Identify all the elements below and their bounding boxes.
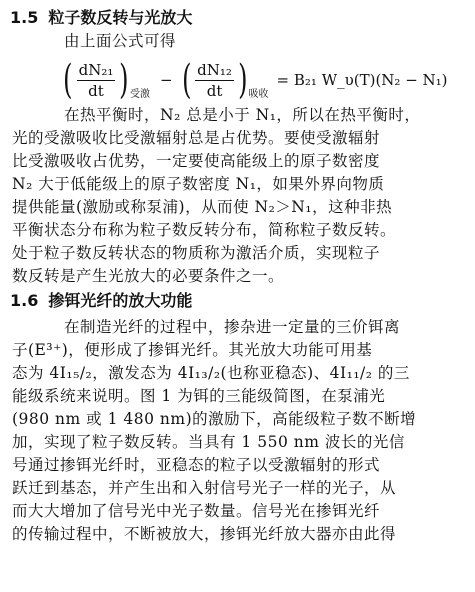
paragraph-line: 数反转是产生光放大的必要条件之一。 — [12, 267, 285, 285]
minus-sign: − — [159, 71, 173, 89]
paragraph-line: 加，实现了粒子数反转。当具有 1 550 nm 波长的光信 — [12, 433, 405, 451]
paragraph-line: 比受激吸收占优势，一定要使高能级上的原子数密度 — [12, 152, 381, 170]
right-paren: ) — [238, 57, 248, 103]
paragraph-line: 平衡状态分布称为粒子数反转分布，简称粒子数反转。 — [12, 221, 397, 239]
section-title: 粒子数反转与光放大 — [48, 8, 193, 27]
paragraph-line: (980 nm 或 1 480 nm)的激励下，高能级粒子数不断增 — [12, 410, 417, 428]
fraction-absorption — [195, 61, 234, 100]
paragraph-line: 能级系统来说明。图 1 为铒的三能级简图，在泵浦光 — [12, 387, 386, 405]
paragraph-line: 号通过掺铒光纤时，亚稳态的粒子以受激辐射的形式 — [12, 456, 381, 474]
fraction-numerator: dN₂₁ — [78, 60, 114, 79]
paragraph-line: 提供能量(激励或称泵浦)，从而使 N₂＞N₁，这种非热 — [12, 198, 393, 216]
fraction-numerator: dN₁₂ — [197, 60, 232, 79]
subscript-stimulated: 受激 — [129, 89, 150, 100]
paragraph-line: 在热平衡时，N₂ 总是小于 N₁，所以在热平衡时， — [64, 106, 421, 124]
paragraph-line: 跃迁到基态，并产生出和入射信号光子一样的光子，从 — [12, 479, 397, 497]
paragraph-line: 的传输过程中，不断被放大，掺铒光纤放大器亦由此得 — [12, 525, 397, 543]
paragraph-line: N₂ 大于低能级上的原子数密度 N₁，如果外界向物质 — [12, 175, 385, 193]
fraction-denominator: dt — [206, 81, 223, 100]
subscript-absorption: 吸收 — [248, 89, 269, 100]
paragraph-line: 子(E³⁺)，便形成了掺铒光纤。其光放大功能可用基 — [12, 341, 373, 359]
section-heading-1-5 — [10, 8, 192, 28]
section-heading-1-6 — [10, 291, 192, 311]
equation-rhs: = B₂₁ W_υ(T)(N₂ − N₁) — [276, 71, 448, 89]
paragraph-line: 而大大增加了信号光中光子数量。信号光在掺铒光纤 — [12, 502, 381, 520]
section-number: 1.5 — [10, 8, 39, 27]
fraction-stimulated — [77, 61, 116, 100]
equation — [60, 56, 448, 104]
section-title: 掺铒光纤的放大功能 — [48, 291, 193, 310]
fraction-denominator: dt — [88, 81, 104, 100]
paragraph-line: 在制造光纤的过程中，掺杂进一定量的三价铒离 — [64, 318, 401, 336]
paragraph-line: 处于粒子数反转状态的物质称为激活介质，实现粒子 — [12, 244, 381, 262]
intro-line: 由上面公式可得 — [64, 32, 177, 50]
left-paren: ( — [63, 57, 73, 103]
paragraph-line: 光的受激吸收比受激辐射总是占优势。要使受激辐射 — [12, 129, 381, 147]
paragraph-line: 态为 4I₁₅/₂，激发态为 4I₁₃/₂(也称亚稳态)、4I₁₁/₂ 的三 — [12, 364, 410, 382]
right-paren: ) — [119, 57, 129, 103]
section-number: 1.6 — [10, 291, 39, 310]
left-paren: ( — [181, 57, 192, 103]
